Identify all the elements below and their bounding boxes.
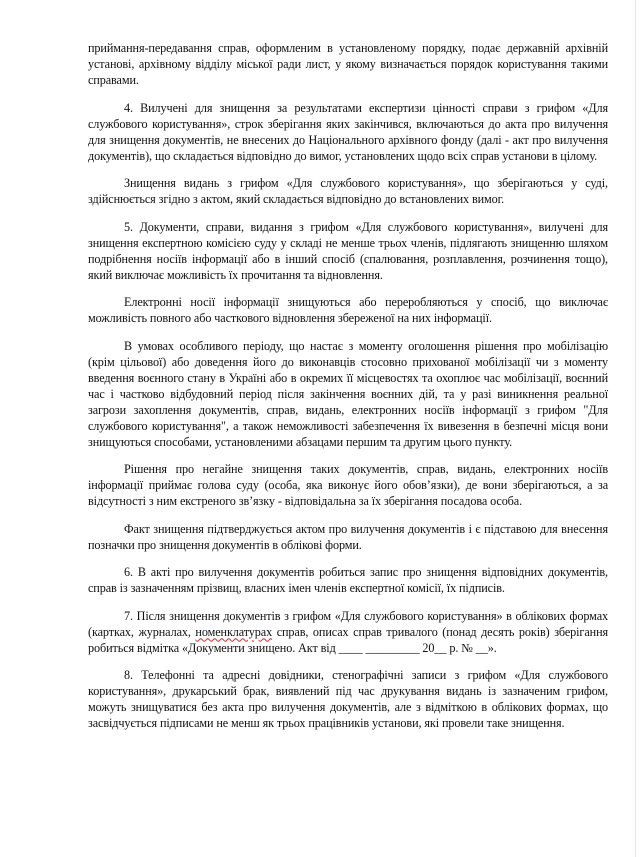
paragraph-8: Факт знищення підтверджується актом про вилучення документів і є підставою для внесення позначки про знищення документів в облікові форми. [88,521,608,552]
paragraph-11: 8. Телефонні та адресні довідники, стенографічні записи з грифом «Для службового користування», друкарський брак, виявлений під час друкування видань із зазначеним грифом, можуть знищуватися без акта про вилучення документів, але з відміткою в облікових формах, що засвідчується підписами не менш як трьох працівників установи, які провели таке знищення. [88,668,608,730]
spellcheck-flagged-word[interactable]: номенклатурах [195,624,273,639]
paragraph-3: Знищення видань з грифом «Для службового користування», що зберігаються у суді, здійснюється згідно з актом, який складається відповідно до встановлених вимог. [88,176,608,206]
paragraph-1: приймання-передавання справ, оформленим в установленому порядку, подає державній архівній установі, архівному відділу міської ради лист, у якому визначається порядок користування такими справами. [88,41,608,87]
paragraph-5: Електронні носії інформації знищуються або переробляються у спосіб, що виключає можливість повного або часткового відновлення збереженої на них інформації. [88,295,608,325]
paragraph-9: 6. В акті про вилучення документів робиться запис про знищення відповідних документів, справ із зазначенням прізвищ, власних імен членів експертної комісії, їх підписів. [88,565,608,595]
paragraph-10 [88,608,608,656]
paragraph-2: 4. Вилучені для знищення за результатами експертизи цінності справи з грифом «Для службового користування», строк зберігання яких закінчився, включаються до акта про вилучення для знищення документів, не внесених до Національного архівного фонду (далі - акт про вилучення документів), що складається відповідно до вимог, установлених щодо всіх справ установи в цілому. [88,100,608,163]
paragraph-10-start: 7. Після знищення документів з грифом «Для службового користування» в облікових формах (картках, журналах, [88,608,608,639]
paragraph-4: 5. Документи, справи, видання з грифом «Для службового користування», вилучені для знищення експертною комісією суду у складі не менше трьох членів, підлягають знищенню шляхом подрібнення носіїв інформації або в інший спосіб (спалювання, розплавлення, розчинення тощо), який виключає можливість їх прочитання та відновлення. [88,219,608,282]
paragraph-6: В умовах особливого періоду, що настає з моменту оголошення рішення про мобілізацію (крім цільової) або доведення його до виконавців стосовно прихованої мобілізації чи з моменту введення воєнного стану в Україні або в окремих її місцевостях та охоплює час мобілізації, воєнний час і частково відбудовний період після закінчення воєнних дій, та у разі виникнення реальної загрози захоплення документів, справ, видань, електронних носіїв інформації з грифом "Для службового користування", а також неможливості забезпечення їх вивезення в безпечні місця вони знищуються способами, установленими абзацами першим та другим цього пункту. [88,338,608,449]
paragraph-10-end: справ, описах справ тривалого (понад десять років) зберігання робиться відмітка «Документи знищено. Акт від ____ _________ 20__ р. № __». [88,624,608,655]
paragraph-7: Рішення про негайне знищення таких документів, справ, видань, електронних носіїв інформації приймає голова суду (особа, яка виконує його обов’язки), де вони зберігаються, а за відсутності з ним екстреного зв’язку - відповідальна за їх зберігання посадова особа. [88,462,608,508]
